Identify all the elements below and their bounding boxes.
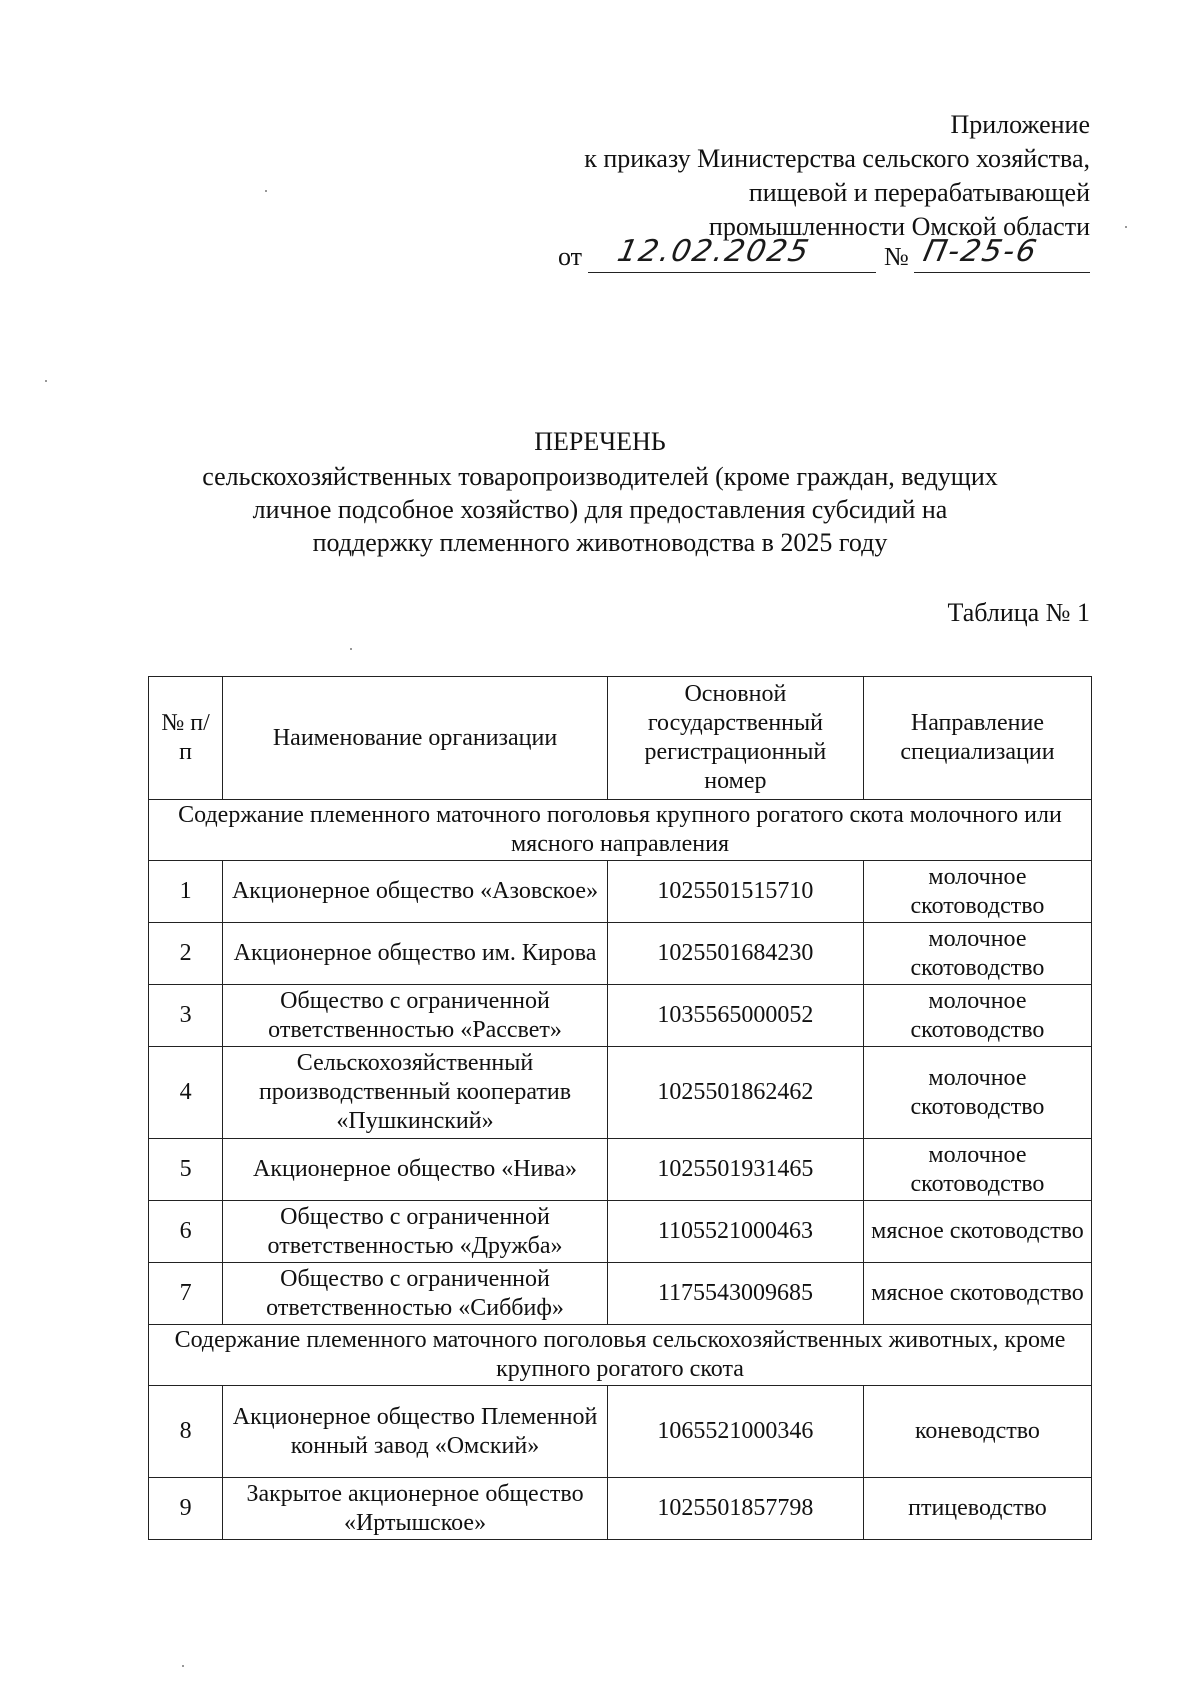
appendix-line: промышленности Омской области: [708, 212, 1090, 241]
row-num: 2: [149, 923, 223, 985]
order-number-label: №: [884, 242, 909, 271]
row-name: Закрытое акционерное общество «Иртышское»: [223, 1478, 608, 1540]
appendix-block: [584, 108, 1090, 244]
section-title: Содержание племенного маточного поголовья сельскохозяйственных животных, кроме крупного рогатого скота: [149, 1325, 1092, 1386]
title-subtitle-line: поддержку племенного животноводства в 2025 году: [312, 528, 888, 557]
row-ogrn: 1175543009685: [607, 1263, 863, 1325]
row-num: 7: [149, 1263, 223, 1325]
row-spec: молочное скотоводство: [863, 861, 1091, 923]
row-name: Общество с ограниченной ответственностью «Дружба»: [223, 1201, 608, 1263]
appendix-line: Приложение: [950, 110, 1090, 139]
title-heading: ПЕРЕЧЕНЬ: [534, 427, 666, 456]
row-num: 8: [149, 1386, 223, 1478]
row-name: Сельскохозяйственный производственный кооператив «Пушкинский»: [223, 1047, 608, 1139]
row-ogrn: 1025501862462: [607, 1047, 863, 1139]
producers-table: [148, 676, 1092, 1540]
scan-speck: [350, 648, 352, 650]
row-spec: мясное скотоводство: [863, 1201, 1091, 1263]
row-spec: птицеводство: [863, 1478, 1091, 1540]
table-row: [149, 1386, 1092, 1478]
title-subtitle-line: личное подсобное хозяйство) для предоставления субсидий на: [252, 495, 948, 524]
row-ogrn: 1025501931465: [607, 1139, 863, 1201]
row-num: 4: [149, 1047, 223, 1139]
row-ogrn: 1025501515710: [607, 861, 863, 923]
row-spec: молочное скотоводство: [863, 923, 1091, 985]
title-subtitle-line: сельскохозяйственных товаропроизводителей (кроме граждан, ведущих: [202, 462, 998, 491]
row-name: Общество с ограниченной ответственностью «Рассвет»: [223, 985, 608, 1047]
row-num: 3: [149, 985, 223, 1047]
row-ogrn: 1105521000463: [607, 1201, 863, 1263]
order-reference: [558, 234, 1090, 276]
table-row: [149, 985, 1092, 1047]
header-name: Наименование организации: [223, 677, 608, 800]
row-spec: мясное скотоводство: [863, 1263, 1091, 1325]
section-row: [149, 1325, 1092, 1386]
table-row: [149, 1047, 1092, 1139]
table-row: [149, 1201, 1092, 1263]
table-row: [149, 1139, 1092, 1201]
table-header-row: [149, 677, 1092, 800]
order-from-label: от: [558, 242, 583, 271]
row-num: 1: [149, 861, 223, 923]
row-name: Акционерное общество Племенной конный завод «Омский»: [223, 1386, 608, 1478]
table-row: [149, 923, 1092, 985]
row-num: 6: [149, 1201, 223, 1263]
scan-speck: [1125, 226, 1127, 228]
row-name: Акционерное общество «Азовское»: [223, 861, 608, 923]
row-ogrn: 1025501857798: [607, 1478, 863, 1540]
scan-speck: [182, 1665, 184, 1667]
document-title: [100, 425, 1100, 559]
scan-speck: [45, 380, 47, 382]
row-ogrn: 1065521000346: [607, 1386, 863, 1478]
header-ogrn: Основной государственный регистрационный номер: [607, 677, 863, 800]
order-date-handwritten: 12.02.2025: [614, 234, 814, 269]
row-spec: молочное скотоводство: [863, 1047, 1091, 1139]
scan-speck: [265, 190, 267, 192]
row-spec: молочное скотоводство: [863, 985, 1091, 1047]
section-title: Содержание племенного маточного поголовья крупного рогатого скота молочного или мясного направления: [149, 800, 1092, 861]
appendix-line: к приказу Министерства сельского хозяйства,: [584, 144, 1090, 173]
row-num: 9: [149, 1478, 223, 1540]
table-row: [149, 1263, 1092, 1325]
row-name: Акционерное общество «Нива»: [223, 1139, 608, 1201]
row-name: Общество с ограниченной ответственностью «Сиббиф»: [223, 1263, 608, 1325]
date-underline: [588, 272, 876, 273]
row-spec: молочное скотоводство: [863, 1139, 1091, 1201]
header-num: № п/п: [149, 677, 223, 800]
header-spec: Направление специализации: [863, 677, 1091, 800]
section-row: [149, 800, 1092, 861]
appendix-line: пищевой и перерабатывающей: [748, 178, 1090, 207]
order-number-handwritten: П-25-6: [920, 234, 1042, 269]
number-underline: [914, 272, 1090, 273]
table-row: [149, 861, 1092, 923]
table-label: Таблица № 1: [947, 598, 1090, 627]
row-name: Акционерное общество им. Кирова: [223, 923, 608, 985]
row-ogrn: 1035565000052: [607, 985, 863, 1047]
row-ogrn: 1025501684230: [607, 923, 863, 985]
row-spec: коневодство: [863, 1386, 1091, 1478]
row-num: 5: [149, 1139, 223, 1201]
table-row: [149, 1478, 1092, 1540]
